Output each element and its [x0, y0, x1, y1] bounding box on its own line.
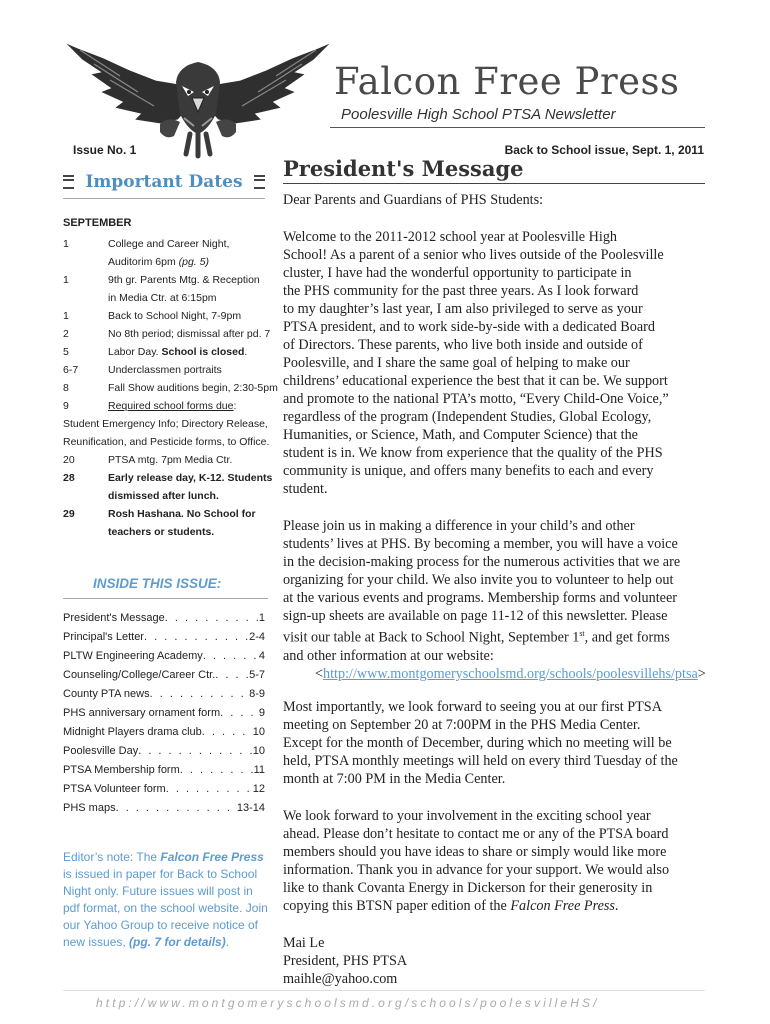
toc-leader-dots — [203, 647, 259, 666]
paragraph-line: like to thank Covanta Energy in Dickerson for their generosity in — [283, 880, 653, 896]
date-event — [108, 505, 256, 523]
paragraph-line: at the various events and programs. Membership forms and volunteer — [283, 590, 677, 606]
heading-divider — [283, 183, 705, 184]
toc-title: President's Message — [63, 612, 165, 624]
toc-item[interactable] — [63, 799, 265, 818]
paragraph-line: to my daughter’s last year, I am also privileged to serve as your — [283, 301, 643, 317]
date-day: 9 — [63, 400, 69, 412]
important-dates-header — [63, 170, 265, 194]
date-event — [108, 343, 247, 361]
paragraph-line: information. Thank you in advance for your support. We would also — [283, 862, 670, 878]
date-event-text: teachers or students. — [108, 526, 215, 538]
toc-page: 4 — [258, 650, 265, 662]
toc-item[interactable] — [63, 761, 265, 780]
toc-page: 1 — [258, 612, 265, 624]
issue-date: Back to School issue, Sept. 1, 2011 — [504, 143, 704, 157]
toc-leader-dots — [150, 685, 249, 704]
masthead-divider — [330, 127, 705, 128]
toc-title: County PTA news — [63, 688, 150, 700]
editor-note-reference: (pg. 7 for details) — [129, 935, 226, 949]
paragraph-line: sign-up sheets are available on page 11-12 of this newsletter. Please — [283, 608, 668, 624]
date-row — [63, 271, 273, 289]
toc-page: 9 — [258, 707, 265, 719]
paragraph-meetings — [283, 698, 678, 788]
paragraph-line: community is unique, and offers many benefits to each and every — [283, 463, 654, 479]
date-day: 6-7 — [63, 364, 79, 376]
toc-item[interactable] — [63, 628, 265, 647]
date-event-text: Required school forms due — [108, 400, 234, 412]
editor-note-text: Editor’s note: The — [63, 850, 161, 864]
date-event — [108, 253, 209, 271]
toc-item[interactable] — [63, 704, 265, 723]
date-event-text: Auditorim 6pm — [108, 256, 179, 268]
date-row — [63, 235, 273, 253]
date-day — [63, 253, 108, 271]
paragraph-line: and other information at our website: — [283, 647, 494, 664]
date-row — [63, 451, 273, 469]
calendar-list — [63, 235, 278, 541]
inside-issue-divider — [63, 598, 268, 599]
paper-name: Falcon Free Press — [510, 898, 615, 914]
toc-item[interactable] — [63, 723, 265, 742]
signature-line: Mai Le — [283, 935, 325, 951]
date-event — [108, 451, 232, 469]
paragraph-line: Poolesville, and I share the same goal of helping to make our — [283, 355, 630, 371]
toc-leader-dots — [202, 723, 253, 742]
date-day: 29 — [63, 508, 75, 520]
paragraph-line: Except for the month of December, during which no meeting will be — [283, 735, 672, 751]
date-day: 28 — [63, 472, 75, 484]
ptsa-website-link[interactable]: http://www.montgomeryschoolsmd.org/schools/poolesvillehs/ptsa — [323, 665, 698, 682]
toc-page: 5-7 — [249, 669, 265, 681]
editor-note-text: is issued in paper for Back to School Night only. Future issues will post in pdf format, on the school website. Join our Yahoo Group to receive notice of new issues, — [63, 867, 268, 949]
footer-divider — [63, 990, 705, 991]
paragraph-line: Please join us in making a difference in your child’s and other — [283, 518, 635, 534]
signature-line: President, PHS PTSA — [283, 953, 408, 969]
newsletter-subtitle: Poolesville High School PTSA Newsletter — [341, 106, 616, 123]
toc-page: 11 — [253, 764, 265, 776]
toc-page: 2-4 — [249, 631, 265, 643]
date-event-text: School is closed — [161, 346, 245, 358]
paragraph-join: Please join us in making a difference in your child’s and other students’ lives at PHS. By becoming a member, you will have a voice in the decision-making process for the numerous activities that we are organizing for your child. We also invite you to volunteer to help out at the various events and programs. Membership forms and volunteer sign-up sheets are available on page 11-12 of this newsletter. Please visit our table at Back to School Night, September 1st, and get forms and other information at our website: <http://www.montgomeryschoolsmd.org/schools/poolesvillehs/ptsa> — [283, 518, 706, 682]
toc-leader-dots — [165, 609, 259, 628]
menu-lines-icon — [254, 175, 265, 189]
issue-number: Issue No. 1 — [73, 143, 137, 157]
important-dates-heading: Important Dates — [85, 172, 243, 192]
paragraph-line: Most importantly, we look forward to seeing you at our first PTSA — [283, 699, 662, 715]
date-event-text: PTSA mtg. 7pm Media Ctr. — [108, 454, 233, 466]
toc-title: Principal's Letter — [63, 631, 144, 643]
date-row — [63, 397, 273, 415]
editor-note-paper-name: Falcon Free Press — [160, 850, 264, 864]
date-row — [63, 253, 273, 271]
paragraph-line: regardless of the program (Independent Studies, Global Ecology, — [283, 409, 652, 425]
toc-item[interactable] — [63, 647, 265, 666]
date-event — [108, 271, 260, 289]
paragraph-line: held, PTSA monthly meetings will held on every third Tuesday of the — [283, 753, 678, 769]
toc-leader-dots — [116, 799, 237, 818]
date-day: 2 — [63, 328, 69, 340]
toc-page: 13-14 — [236, 802, 265, 814]
date-row — [63, 289, 273, 307]
toc-leader-dots — [166, 780, 253, 799]
date-event-text: Back to School Night, 7-9pm — [108, 310, 242, 322]
date-event — [108, 469, 272, 487]
newsletter-title: Falcon Free Press — [334, 60, 680, 103]
toc-title: PTSA Membership form — [63, 764, 180, 776]
paragraph-line: , and get forms — [584, 629, 670, 646]
date-event-text: dismissed after lunch. — [108, 490, 219, 502]
paragraph-line: student. — [283, 481, 328, 497]
date-event-text: Student Emergency Info; Directory Release, — [63, 418, 268, 430]
date-row — [63, 325, 273, 343]
toc-leader-dots — [144, 628, 249, 647]
footer-url[interactable]: http://www.montgomeryschoolsmd.org/schools/poolesvilleHS/ — [96, 996, 600, 1010]
date-row — [63, 487, 273, 505]
date-event-text: . — [244, 346, 248, 358]
date-row — [63, 523, 273, 541]
paragraph-line: PTSA president, and to work side-by-side with a dedicated Board — [283, 319, 655, 335]
date-day: 1 — [63, 310, 69, 322]
paragraph-line: month at 7:00 PM in the Media Center. — [283, 771, 506, 787]
ordinal-suffix: st — [579, 629, 585, 638]
signature-line: maihle@yahoo.com — [283, 971, 398, 987]
paragraph-line: . — [614, 898, 619, 914]
date-event-text: No 8th period; dismissal after pd. 7 — [108, 328, 271, 340]
paragraph-line: School! As a parent of a senior who lives outside of the Poolesville — [283, 247, 664, 263]
paragraph-line: in the decision-making process for the numerous activities that we are — [283, 554, 681, 570]
paragraph-line: We look forward to your involvement in the exciting school year — [283, 808, 651, 824]
date-event-text: College and Career Night, — [108, 238, 230, 250]
date-day: 1 — [63, 238, 69, 250]
toc-item[interactable] — [63, 685, 265, 704]
paragraph-line: the PHS community for the past three years. As I look forward — [283, 283, 639, 299]
paragraph-line: of Directors. These parents, who live both inside and outside of — [283, 337, 643, 353]
date-day: 20 — [63, 454, 75, 466]
date-event — [108, 523, 214, 541]
falcon-mascot-icon — [60, 36, 335, 160]
date-event-text: Underclassmen portraits — [108, 364, 222, 376]
date-day: 1 — [63, 274, 69, 286]
date-event-text: (pg. 5) — [178, 256, 209, 268]
sidebar-divider — [63, 198, 265, 199]
toc-leader-dots — [138, 742, 253, 761]
paragraph-line: Welcome to the 2011-2012 school year at Poolesville High — [283, 229, 618, 245]
date-event-text: Early release day, K-12. Students — [108, 472, 273, 484]
paragraph-welcome — [283, 228, 669, 498]
date-row — [63, 379, 278, 397]
date-event-text: Rosh Hashana. No School for — [108, 508, 256, 520]
date-event-text: in Media Ctr. at 6:15pm — [108, 292, 217, 304]
editor-note — [63, 849, 268, 951]
paragraph-thanks — [283, 807, 669, 915]
paragraph-line: copying this BTSN paper edition of the — [283, 898, 511, 914]
paragraph-line: and promote to the national PTA’s motto, “Every Child-One Voice,” — [283, 391, 669, 407]
date-row — [63, 361, 273, 379]
toc-leader-dots — [215, 666, 249, 685]
date-event — [108, 361, 222, 379]
paragraph-line: Humanities, or Science, Math, and Computer Science) that the — [283, 427, 638, 443]
toc-leader-dots — [220, 704, 259, 723]
paragraph-line: student is in. We know from experience that the quality of the PHS — [283, 445, 663, 461]
date-row — [63, 505, 273, 523]
paragraph-line: cluster, I have had the wonderful opportunity to participate in — [283, 265, 632, 281]
date-row — [63, 343, 273, 361]
toc-title: PLTW Engineering Academy — [63, 650, 203, 662]
date-event — [108, 235, 229, 253]
paragraph-line: ahead. Please don’t hesitate to contact me or any of the PTSA board — [283, 826, 669, 842]
paragraph-line: students’ lives at PHS. By becoming a member, you will have a voice — [283, 536, 678, 552]
toc-item[interactable] — [63, 780, 265, 799]
date-event-text: Labor Day. — [108, 346, 162, 358]
toc-title: PHS maps — [63, 802, 116, 814]
date-event-text: Fall Show auditions begin, 2:30-5pm — [108, 382, 278, 394]
date-day — [63, 523, 108, 541]
date-row — [63, 415, 273, 433]
toc-page: 12 — [252, 783, 265, 795]
date-event — [108, 487, 219, 505]
date-row — [63, 469, 273, 487]
date-event-text: Reunification, and Pesticide forms, to Office. — [63, 436, 270, 448]
date-event — [108, 379, 278, 397]
toc-item[interactable] — [63, 742, 265, 761]
date-event — [108, 325, 270, 343]
paragraph-line: meeting on September 20 at 7:00PM in the PHS Media Center. — [283, 717, 641, 733]
toc-item[interactable] — [63, 609, 265, 628]
date-event-text: 9th gr. Parents Mtg. & Reception — [108, 274, 260, 286]
date-row — [63, 433, 273, 451]
date-day — [63, 289, 108, 307]
date-event — [108, 307, 241, 325]
date-day — [63, 487, 108, 505]
toc-page: 10 — [252, 745, 265, 757]
date-event — [108, 397, 236, 415]
toc-leader-dots — [180, 761, 254, 780]
month-label: SEPTEMBER — [63, 217, 132, 229]
inside-issue-heading: INSIDE THIS ISSUE: — [93, 576, 222, 591]
greeting: Dear Parents and Guardians of PHS Students: — [283, 192, 544, 208]
toc-item[interactable] — [63, 666, 265, 685]
paragraph-line: organizing for your child. We also invite you to volunteer to help out — [283, 572, 674, 588]
date-day: 8 — [63, 382, 69, 394]
toc-page: 10 — [252, 726, 265, 738]
toc-title: PHS anniversary ornament form — [63, 707, 221, 719]
paragraph-line: members should you have ideas to share or simply would like more — [283, 844, 667, 860]
toc-page: 8-9 — [249, 688, 265, 700]
toc-title: Midnight Players drama club — [63, 726, 202, 738]
paragraph-line: visit our table at Back to School Night, September 1 — [283, 629, 580, 646]
toc-title: PTSA Volunteer form — [63, 783, 166, 795]
table-of-contents — [63, 609, 265, 818]
date-event — [108, 289, 217, 307]
date-day: 5 — [63, 346, 69, 358]
menu-lines-icon — [63, 175, 74, 189]
toc-title: Counseling/College/Career Ctr. — [63, 669, 216, 681]
signature-block — [283, 934, 407, 988]
presidents-message-heading: President's Message — [283, 156, 524, 181]
paragraph-line: childrens’ educational experience the best that it can be. We support — [283, 373, 668, 389]
date-row — [63, 307, 273, 325]
editor-note-text: . — [225, 935, 230, 949]
toc-title: Poolesville Day — [63, 745, 139, 757]
date-event-text: : — [233, 400, 237, 412]
